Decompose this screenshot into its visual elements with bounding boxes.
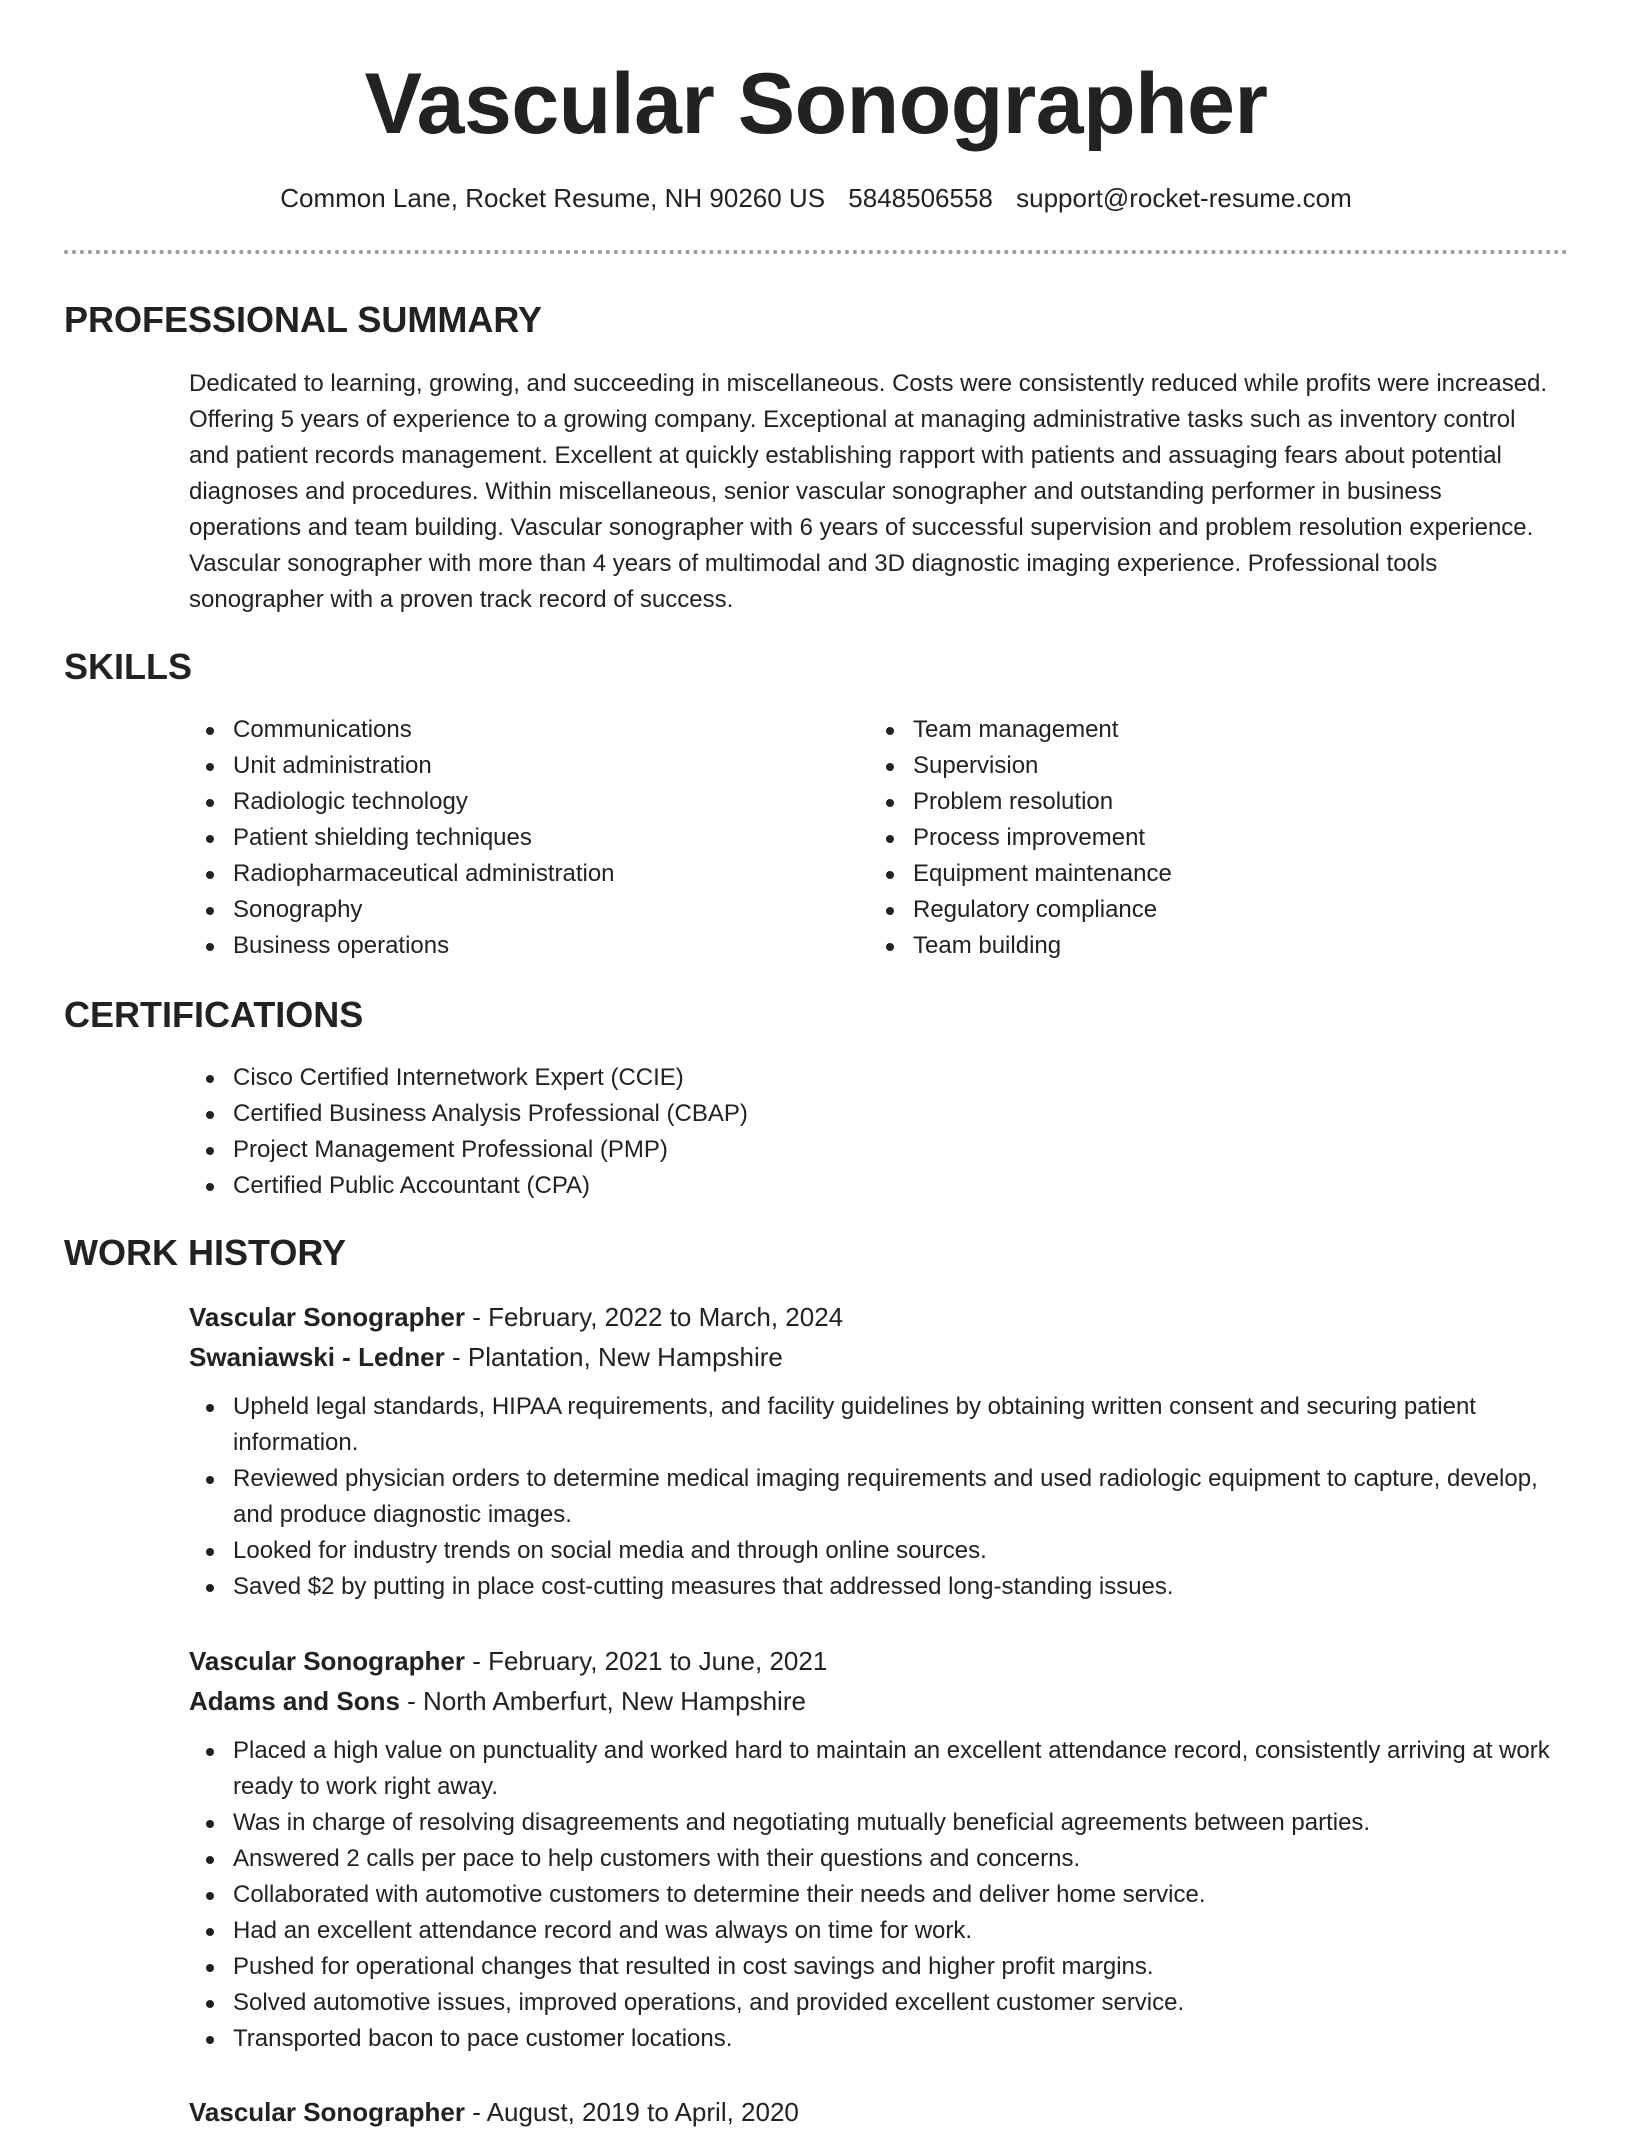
certifications-list [189,1060,1554,1204]
skill-item: Unit administration [189,748,809,784]
job-duty-item: Transported bacon to pace customer locations. [189,2021,1554,2057]
job-company: Adams and Sons [189,1686,400,1716]
job-duties-list [189,1389,1554,1605]
skill-item: Sonography [189,892,809,928]
skill-item: Equipment maintenance [869,856,1489,892]
certifications-heading: CERTIFICATIONS [64,994,364,1035]
separator: - [399,1686,424,1716]
skill-item: Radiopharmaceutical administration [189,856,809,892]
job-duty-item: Solved automotive issues, improved operations, and provided excellent customer service. [189,1985,1554,2021]
job-duty-item: Saved $2 by putting in place cost-cutting measures that addressed long-standing issues. [189,1569,1554,1605]
job-title: Vascular Sonographer [189,1302,465,1332]
separator: - [464,1302,489,1332]
job-location: Plantation, New Hampshire [467,1342,783,1372]
job-entry [189,2092,1554,2132]
skill-item: Problem resolution [869,784,1489,820]
contact-address: Common Lane, Rocket Resume, NH 90260 US [280,183,826,213]
skill-item: Patient shielding techniques [189,820,809,856]
skill-item: Process improvement [869,820,1489,856]
separator: - [464,1646,489,1676]
job-dates: February, 2022 to March, 2024 [488,1302,844,1332]
job-entry [189,1297,1554,1605]
job-duty-item: Pushed for operational changes that resulted in cost savings and higher profit margins. [189,1949,1554,1985]
job-title-line [189,1641,1554,1681]
summary-heading: PROFESSIONAL SUMMARY [64,299,543,340]
certification-item: Certified Public Accountant (CPA) [189,1168,1554,1204]
certification-item: Project Management Professional (PMP) [189,1132,1554,1168]
certifications-section [189,1060,1554,1204]
summary-text: Dedicated to learning, growing, and succeeding in miscellaneous. Costs were consistently reduced while profits were increased. Offering 5 years of experience to a growing company. Exceptional at managing administrative tasks such as inventory control and patient records management. Excellent at quickly establishing rapport with patients and assuaging fears about potential diagnoses and procedures. Within miscellaneous, senior vascular sonographer and outstanding performer in business operations and team building. Vascular sonographer with 6 years of successful supervision and problem resolution experience. Vascular sonographer with more than 4 years of multimodal and 3D diagnostic imaging experience. Professional tools sonographer with a proven track record of success. [189,370,1548,613]
skills-column-left [189,712,809,964]
certification-item: Cisco Certified Internetwork Expert (CCIE) [189,1060,1554,1096]
job-duty-item: Was in charge of resolving disagreements and negotiating mutually beneficial agreements between parties. [189,1805,1554,1841]
job-duties-list [189,1733,1554,2057]
job-duty-item: Placed a high value on punctuality and worked hard to maintain an excellent attendance record, consistently arriving at work ready to work right away. [189,1733,1554,1805]
job-company: Swaniawski - Ledner [189,1342,445,1372]
job-duty-item: Answered 2 calls per pace to help customers with their questions and concerns. [189,1841,1554,1877]
job-duty-item: Upheld legal standards, HIPAA requirements, and facility guidelines by obtaining written consent and securing patient information. [189,1389,1554,1461]
separator: - [444,1342,468,1372]
skill-item: Supervision [869,748,1489,784]
skills-heading: SKILLS [64,646,193,687]
skill-item: Team management [869,712,1489,748]
job-location: North Amberfurt, New Hampshire [423,1686,806,1716]
skill-item: Regulatory compliance [869,892,1489,928]
job-entry [189,1641,1554,2057]
job-dates: February, 2021 to June, 2021 [488,1646,828,1676]
header-divider [64,250,1568,254]
contact-phone: 5848506558 [848,183,993,213]
skills-list-left [189,712,809,964]
contact-info [0,180,1632,216]
job-duty-item: Reviewed physician orders to determine medical imaging requirements and used radiologic equipment to capture, develop, and produce diagnostic images. [189,1461,1554,1533]
certification-item: Certified Business Analysis Professional (CBAP) [189,1096,1554,1132]
job-title-line [189,2092,1554,2132]
skills-list-right [869,712,1489,964]
job-duty-item: Collaborated with automotive customers to determine their needs and deliver home service. [189,1877,1554,1913]
contact-email: support@rocket-resume.com [1016,183,1352,213]
job-duty-item: Had an excellent attendance record and was always on time for work. [189,1913,1554,1949]
skill-item: Communications [189,712,809,748]
job-dates: August, 2019 to April, 2020 [486,2097,799,2127]
page-title: Vascular Sonographer [364,56,1268,152]
job-title: Vascular Sonographer [189,1646,465,1676]
job-company-line [189,1337,1554,1377]
job-company-line [189,1681,1554,1721]
job-title: Vascular Sonographer [189,2097,465,2127]
separator: - [464,2097,487,2127]
skills-column-right [869,712,1489,964]
job-title-line [189,1297,1554,1337]
skill-item: Radiologic technology [189,784,809,820]
skill-item: Team building [869,928,1489,964]
job-duty-item: Looked for industry trends on social media and through online sources. [189,1533,1554,1569]
work-history-heading: WORK HISTORY [64,1232,347,1273]
skill-item: Business operations [189,928,809,964]
